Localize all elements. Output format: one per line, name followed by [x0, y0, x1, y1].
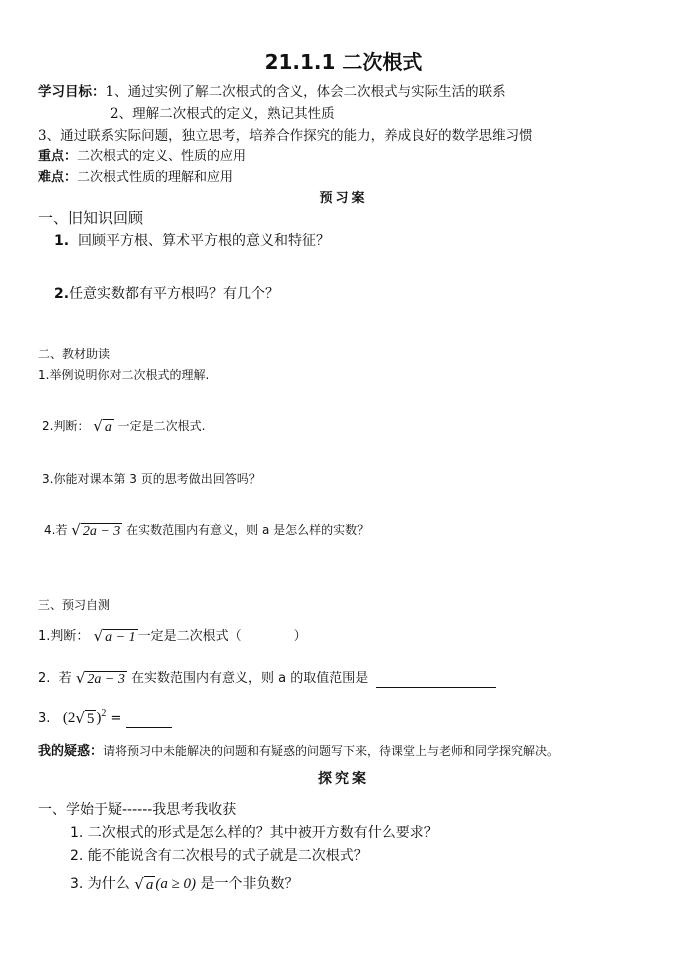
doubts-text: 请将预习中未能解决的问题和有疑惑的问题写下来，待课堂上与老师和同学探究解决。 [103, 744, 560, 758]
sqrt-5 [75, 709, 96, 728]
objective-3: 3、通过联系实际问题，独立思考，培养合作探究的能力，养成良好的数学思维习惯 [38, 128, 533, 144]
radical-icon: √ [71, 521, 81, 539]
section3-q2-prefix: 若 [58, 671, 72, 686]
section1-q2-text: 任意实数都有平方根吗？有几个？ [69, 286, 280, 302]
explore-question-1: 1. 二次根式的形式是怎么样的？其中被开方数有什么要求？ [70, 825, 438, 841]
section3-heading: 三、预习自测 [38, 598, 111, 612]
answer-blank[interactable] [126, 713, 172, 728]
section2-question-2 [42, 417, 206, 436]
section2-q2-prefix: 2.判断： [42, 419, 90, 433]
section3-q2-suffix: 在实数范围内有意义，则 a 的取值范围是 [130, 671, 369, 686]
radical-icon: √ [75, 709, 85, 728]
condition: (a ≥ 0) [155, 876, 197, 892]
page-title: 21.1.1 二次根式 [264, 50, 423, 74]
difficulty-label: 难点： [38, 170, 78, 185]
explore-heading: 探究案 [318, 771, 369, 787]
explore-q3-suffix: 是一个非负数？ [200, 876, 299, 892]
section1-q1-number: 1. [54, 233, 70, 249]
objectives-label: 学习目标： [38, 84, 106, 100]
difficulty-text: 二次根式性质的理解和应用 [77, 170, 234, 185]
explore-question-3 [70, 873, 299, 894]
section2-heading: 二、教材助读 [38, 347, 111, 361]
sqrt-a [134, 875, 155, 894]
key-point-text: 二次根式的定义、性质的应用 [77, 149, 247, 164]
section3-question-2 [38, 667, 496, 688]
explore-q3-prefix: 3. 为什么 [70, 876, 130, 892]
key-point-label: 重点： [38, 149, 78, 164]
objective-line-1 [38, 80, 506, 100]
radical-icon: √ [75, 669, 86, 687]
radical-icon: √ [93, 627, 104, 645]
radicand: 2a − 3 [87, 672, 125, 687]
exponent: 2 [101, 708, 107, 719]
section1-q1-text: 回顾平方根、算术平方根的意义和特征？ [77, 233, 330, 249]
sqrt-a-minus-1 [94, 627, 138, 646]
radical-icon: √ [134, 874, 144, 893]
section3-q1-number: 1. [38, 629, 51, 644]
doubts-label: 我的疑惑： [38, 744, 104, 759]
key-point [38, 145, 246, 164]
answer-blank[interactable] [376, 671, 496, 688]
radicand: a [104, 420, 112, 435]
section1-question-2 [54, 283, 279, 303]
doubts [38, 740, 559, 759]
section3-q2-number: 2. [38, 671, 51, 686]
section2-q2-suffix: 一定是二次根式. [117, 419, 206, 433]
section2-question-3: 3.你能对课本第 3 页的思考做出回答吗？ [42, 472, 261, 486]
section1-question-1 [54, 230, 330, 250]
section2-question-1: 1.举例说明你对二次根式的理解. [38, 368, 210, 382]
radicand: 2a − 3 [82, 524, 121, 539]
sqrt-a [93, 417, 114, 436]
sqrt-2a-minus-3 [71, 521, 122, 540]
section3-question-1 [38, 625, 307, 646]
radicand: 5 [86, 711, 95, 728]
section3-q1-close: ） [293, 629, 307, 644]
section2-q4-prefix: 4.若 [44, 523, 68, 537]
section1-q2-number: 2. [54, 286, 70, 302]
objective-1: 1、通过实例了解二次根式的含义，体会二次根式与实际生活的联系 [105, 84, 506, 100]
sqrt-2a-minus-3 [76, 669, 127, 688]
preview-heading: 预习案 [319, 191, 368, 206]
coefficient: 2 [67, 710, 76, 726]
objective-2: 2、理解二次根式的定义，熟记其性质 [110, 106, 335, 122]
section2-question-4 [44, 521, 369, 540]
section3-question-3 [38, 708, 172, 728]
difficulty [38, 166, 233, 185]
radicand: a − 1 [105, 630, 136, 645]
section2-q4-suffix: 在实数范围内有意义，则 a 是怎么样的实数？ [126, 523, 370, 537]
section3-q1-suffix: 一定是二次根式（ [137, 629, 242, 644]
section3-q1-prefix: 判断： [50, 629, 90, 644]
explore-question-2: 2. 能不能说含有二次根号的式子就是二次根式？ [70, 848, 368, 864]
radical-icon: √ [93, 417, 103, 435]
radicand: a [145, 876, 154, 893]
section1-heading: 一、旧知识回顾 [38, 209, 144, 227]
explore-section-heading: 一、学始于疑------我思考我收获 [38, 802, 237, 818]
equals-sign: = [110, 711, 122, 726]
expression: (2√ 5 )$^2$ [62, 708, 107, 728]
section3-q3-number: 3. [38, 711, 51, 726]
